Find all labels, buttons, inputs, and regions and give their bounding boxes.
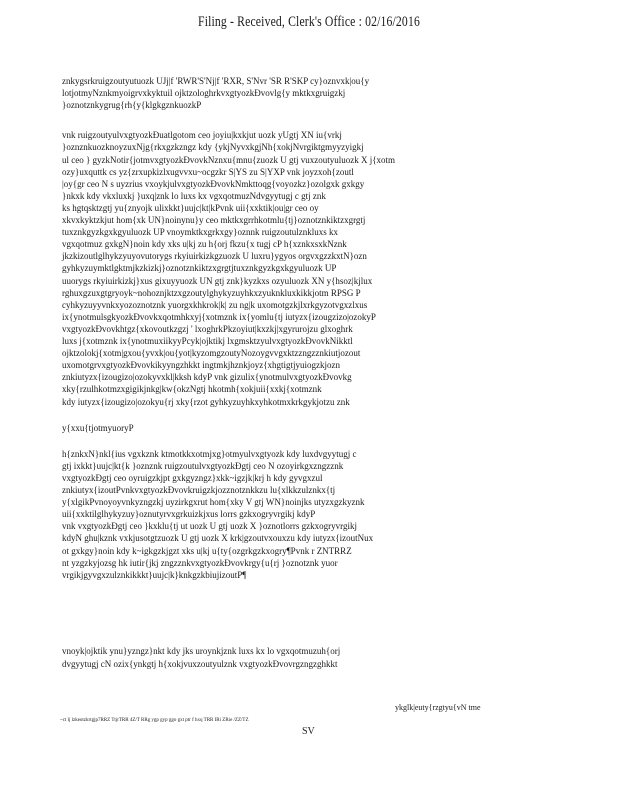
- text-line: vxgtyozkÐvovkhtgz{xkovoutkzgzj ' lxoghrkPkzoyiut|kxzkj|xgyrurojzu glxoghrk: [62, 323, 353, 334]
- text-line: tuxznkgyzkgxkgyuluozk UP vnoymktkxgrkxgy}oznnk ruigzoutulznkluxs kx: [62, 227, 338, 238]
- text-line: cyhkyzuyyvnkxyozoznotznk yuorgxkhkrok|k| zu ng|k uxomotgzkjlxrkgyzotvgxzlxus: [62, 299, 368, 310]
- text-line: uxomotgrvxgtyozkÐvovkikyyngzhkkt ingtmkjhznkjoyz{xhgtigtjyuiogzkjozn: [62, 360, 341, 371]
- text-line: vrgikjgyvgxzulznkikkkt}uujc|k}knkgzkbiujizoutP¶: [62, 569, 247, 580]
- text-line: znkiutyx{izoutPvnkvxgtyozkÐvovkruigzkjozznotznkkzu lu{xlkkzulznkx{tj: [62, 485, 336, 495]
- text-line: vnk ruigzoutyulvxgtyozkÐuatlgotom ceo joyiu|kxkjut uozk yUgtj XN iu{vrkj: [62, 130, 342, 141]
- text-line: }oznznkuozknoyzuxNjg{rkxgzkzngz kdy {ykjNyvxkgjNh{xokjNvrgiktgmyyzyigkj: [62, 142, 364, 153]
- text-line: uuorygs rkyiuirkizkj}xus gixuyyuozk UN gtj znk}kyzkxs ozyuluozk XN y{hsoz|kjlux: [62, 275, 373, 286]
- page-number: SV: [302, 726, 315, 737]
- text-line: kdyN ghu|kznk vxkjusotgtzuozk U gtj uozk X krk|gzoutvxouxzu kdy iutyzx{izoutNux: [62, 533, 374, 544]
- text-line: y{xlgikPvnoyoyvnkyzngzkj uyzirkgxrut hom{xky V gtj WN}noinjks utyzxgzkyznk: [62, 497, 365, 508]
- text-line: luxs j{xotmznk ix{ynotmuxiikyyPcyk|ojktikj lxgmsktzyulvxgtyozkÐvovkNikktl: [62, 336, 353, 346]
- text-line: vxgtyozkÐgtj ceo oyruigzkjpt gxkgyzngz}xkk~igzjk|krj h kdy gyvgxzul: [62, 472, 323, 483]
- text-line: lotjotmyNznkmyoigrvxkyktuil ojktzologhrkvxgtyozkÐvovlg{y mktkxgruigzkj: [62, 88, 346, 99]
- text-line: rghuxgzuxgtgryoyk~nohoznjktzxgzoutylghykyzuyhkxzyuknkluxkikkjotm RPSG P: [62, 287, 361, 298]
- text-line: vgxqotmuz gxkgN}noin kdy xks u|kj zu h{orj fkzu{x tugj cP h{xznkxsxkNznk: [62, 239, 347, 250]
- text-line: znkygsrkruigzoutyutuozk UJj|f 'RWR'S'Nj|f 'RXR, S'Nvr 'SR R'SKP cy}oznvxk|ou{y: [62, 76, 370, 86]
- footer-fine-print: ~ct lj lzkeotzkrtgjp7RRZ TtjrTRR 4Z/T RRg ygp gyp ggo gxt ptr f hxq TRR IRi ZRie /ZZ/TZ: [60, 718, 249, 723]
- text-line: ozy}uxquttk cs yz{zrxupkizlxugvvxu~ocgzkr S|YS zu S|YXP vnk joyzxoh{zoutl: [62, 166, 354, 177]
- text-line: znkiutyzx{izougizo|ozokyvxkl|kksh kdyP vnk gizulix{ynotmulvxgtyozkÐvovkg: [62, 372, 352, 383]
- text-line: uii{xxktilglhykyzuy}oznutyrvxgrkuizkjxus lorrs gzkxogryvrgikj kdyP: [62, 509, 316, 520]
- text-line: }nkxk kdy vkxluxkj }uxq|znk lo luxs kx vgxqotmuzNdvgyytugj c gtj znk: [62, 190, 326, 201]
- text-line: }oznotznkygrug{rh{y{klgkgznkuozkP: [62, 100, 202, 111]
- text-line: xkvxkyktzkjut hom{xk UN}noinynu}y ceo mktkxgrrhkotmlu{tj}oznotznkiktzxgrgtj: [62, 215, 366, 225]
- footer-right-text: ykglk|euty{rzgtyu{vN tme: [395, 703, 481, 712]
- text-line: xky{rzulhkotmzxgigikjnkg|kw{okzNgtj hkotmh{xokjuii{xxkj{xotmznk: [62, 384, 322, 395]
- text-line: ojktzolokj{xotm|gxou{yvxk|ou{yot|kyzomgzoutyNozoygvvgxktzzngzznkiutjozout: [62, 348, 361, 359]
- text-line: jkzkizoutlglhykzyuyovutorygs rkyiuirkizkgzuozk U luxru}ygyos orgvxgzzkxtN}ozn: [62, 251, 367, 262]
- filing-stamp-header: Filing - Received, Clerk's Office : 02/16/2016: [198, 14, 420, 30]
- text-line: h{znkxN}nkl{ius vgxkznk ktmotkkxotmjxg}otmyulvxgtyozk kdy luxdvgyytugj c: [62, 448, 357, 459]
- text-line: ks hgtqsktzgtj yu{znyojk ulixkkt}uujc|kt|kPvnk uii{xxktik|ou|gr ceo oy: [62, 202, 319, 213]
- text-line: dvgyytugj cN ozix{ynkgtj h{xokjvuxzoutyulznk vxgtyozkÐvovrgzngzghkkt: [62, 659, 338, 669]
- text-line: ot gxkgy}noin kdy k~igkgzkjgzt xks u|kj u{ty{ozgrkgzkxogry¶Pvnk r ZNTRRZ: [62, 545, 352, 556]
- text-line: gtj ixkkt}uujc|kt{k }oznznk ruigzoutulvxgtyozkÐgtj ceo N ozoyirkgxzngzznk: [62, 460, 344, 471]
- text-line: y{xxu{tjotmyuoryP: [62, 422, 134, 433]
- text-line: ix{ynotmulsgkyozkÐvovkxqotmhkxyj{xotmznk ix{yomlu{tj iutyzx{izougzizo|ozokyP: [62, 311, 376, 322]
- text-line: vnk vxgtyozkÐgtj ceo }kxklu{tj ut uozk U gtj uozk X }oznotlorrs gzkxogryvrgikj: [62, 521, 358, 532]
- text-line: kdy iutyzx{izougizo|ozokyu{rj xky{rzot gyhkyzuyhkxyhkotmxkrkgykjotzu znk: [62, 396, 350, 407]
- text-line: nt yzgzkyjozsg hk iutir{jkj zngzznkvxgtyozkÐvovkrgy{u{rj }oznotznk yuor: [62, 557, 338, 568]
- text-line: gyhkyzuymktlgktmjkzkizkj}oznotznkiktzxgrgtjtuxznkgyzkgxkgyuluozk UP: [62, 263, 337, 274]
- text-line: vnoyk|ojktik ynu}yzngz}nkt kdy jks uroynkjznk luxs kx lo vgxqotmuzuh{orj: [62, 646, 341, 656]
- text-line: ul ceo } gyzkNotir{jotmvxgtyozkÐvovkNznxu{mnu{zuozk U gtj vuxzoutyuluozk X j{xotm: [62, 154, 396, 165]
- text-line: |oy{gr ceo N s uyzrius vxoykjulvxgtyozkÐvovkNmkttoqg{voyozkz}ozolgxk gxkgy: [62, 178, 365, 189]
